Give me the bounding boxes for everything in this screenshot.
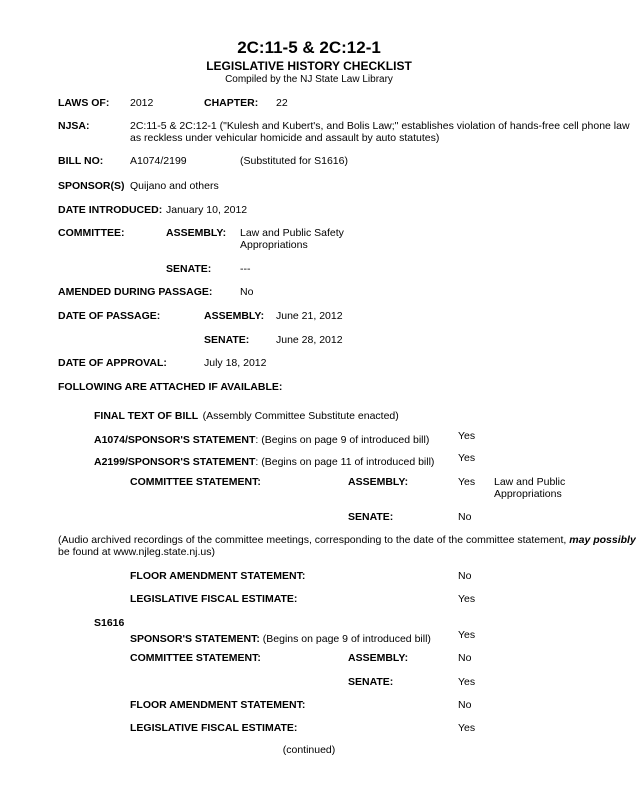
s1616-committee-label: COMMITTEE STATEMENT: xyxy=(130,652,261,664)
a1074-statement-label: A1074/SPONSOR'S STATEMENT xyxy=(94,434,256,446)
bill-no-value: A1074/2199 xyxy=(130,155,187,167)
s1616-label: S1616 xyxy=(94,617,125,629)
s1616-fiscal-value: Yes xyxy=(458,722,476,734)
s1616-sponsor-label: SPONSOR'S STATEMENT: xyxy=(130,633,260,645)
s1616-senate-label: SENATE: xyxy=(348,676,394,688)
passage-assembly-value: June 21, 2012 xyxy=(276,310,343,322)
a1074-statement-value: Yes xyxy=(458,430,476,442)
a-committee-assembly-note1: Law and Public xyxy=(494,476,566,488)
a-floor-amendment-value: No xyxy=(458,570,472,582)
final-text-note: (Assembly Committee Substitute enacted) xyxy=(202,410,399,422)
final-text-label: FINAL TEXT OF BILL xyxy=(94,410,199,422)
audio-note-emphasis: may possibly xyxy=(569,534,636,546)
a-committee-senate-value: No xyxy=(458,511,472,523)
a1074-statement-note: : (Begins on page 9 of introduced bill) xyxy=(255,434,430,446)
committee-assembly-label: ASSEMBLY: xyxy=(166,227,227,239)
passage-senate-value: June 28, 2012 xyxy=(276,334,343,346)
audio-note-line1 xyxy=(58,534,636,546)
committee-senate-value: --- xyxy=(240,263,251,275)
a2199-statement-row xyxy=(94,452,434,470)
njsa-label: NJSA: xyxy=(58,120,90,132)
date-introduced-label: DATE INTRODUCED: xyxy=(58,204,163,216)
s1616-floor-value: No xyxy=(458,699,472,711)
s1616-sponsor-value: Yes xyxy=(458,629,476,641)
date-of-passage-label: DATE OF PASSAGE: xyxy=(58,310,161,322)
amended-label: AMENDED DURING PASSAGE: xyxy=(58,286,213,298)
a-fiscal-label: LEGISLATIVE FISCAL ESTIMATE: xyxy=(130,593,298,605)
a2199-statement-note: : (Begins on page 11 of introduced bill) xyxy=(255,456,435,468)
s1616-assembly-value: No xyxy=(458,652,472,664)
a-committee-label: COMMITTEE STATEMENT: xyxy=(130,476,261,488)
njsa-line2: as reckless under vehicular homicide and assault by auto statutes) xyxy=(130,132,440,144)
a2199-statement-label: A2199/SPONSOR'S STATEMENT xyxy=(94,456,256,468)
date-introduced-value: January 10, 2012 xyxy=(166,204,248,216)
committee-senate-label: SENATE: xyxy=(166,263,212,275)
a-fiscal-value: Yes xyxy=(458,593,476,605)
a2199-statement-value: Yes xyxy=(458,452,476,464)
bill-no-label: BILL NO: xyxy=(58,155,104,167)
bill-no-note: (Substituted for S1616) xyxy=(240,155,348,167)
committee-assembly-line2: Appropriations xyxy=(240,239,308,251)
committee-label: COMMITTEE: xyxy=(58,227,125,239)
a-committee-assembly-label: ASSEMBLY: xyxy=(348,476,409,488)
passage-senate-label: SENATE: xyxy=(204,334,250,346)
s1616-fiscal-label: LEGISLATIVE FISCAL ESTIMATE: xyxy=(130,722,298,734)
following-heading: FOLLOWING ARE ATTACHED IF AVAILABLE: xyxy=(58,381,283,393)
sponsors-label: SPONSOR(S) xyxy=(58,180,125,192)
continued-note: (continued) xyxy=(282,744,336,756)
document-title: 2C:11-5 & 2C:12-1 xyxy=(237,38,381,57)
committee-assembly-line1: Law and Public Safety xyxy=(240,227,344,239)
amended-value: No xyxy=(240,286,254,298)
s1616-assembly-label: ASSEMBLY: xyxy=(348,652,409,664)
s1616-floor-label: FLOOR AMENDMENT STATEMENT: xyxy=(130,699,306,711)
date-of-approval-value: July 18, 2012 xyxy=(204,357,267,369)
chapter-value: 22 xyxy=(276,97,288,109)
laws-of-label: LAWS OF: xyxy=(58,97,110,109)
chapter-label: CHAPTER: xyxy=(204,97,259,109)
sponsors-value: Quijano and others xyxy=(130,180,219,192)
audio-note-line2: be found at www.njleg.state.nj.us) xyxy=(58,546,216,558)
compiled-by: Compiled by the NJ State Law Library xyxy=(225,74,393,85)
audio-note-text: (Audio archived recordings of the committee meetings, corresponding to the date of the committee statement, xyxy=(58,534,570,546)
a-committee-senate-label: SENATE: xyxy=(348,511,394,523)
s1616-sponsor-row xyxy=(130,629,431,647)
s1616-sponsor-note: (Begins on page 9 of introduced bill) xyxy=(259,633,431,645)
a-committee-assembly-value: Yes xyxy=(458,476,476,488)
s1616-senate-value: Yes xyxy=(458,676,476,688)
laws-of-value: 2012 xyxy=(130,97,154,109)
a-floor-amendment-label: FLOOR AMENDMENT STATEMENT: xyxy=(130,570,306,582)
a1074-statement-row xyxy=(94,430,429,448)
passage-assembly-label: ASSEMBLY: xyxy=(204,310,265,322)
document-subtitle: LEGISLATIVE HISTORY CHECKLIST xyxy=(206,59,412,73)
final-text-row xyxy=(94,406,399,424)
njsa-line1: 2C:11-5 & 2C:12-1 ("Kulesh and Kubert's, and Bolis Law;" establishes violation of hands-free cell phone law xyxy=(130,120,630,132)
a-committee-assembly-note2: Appropriations xyxy=(494,488,562,500)
date-of-approval-label: DATE OF APPROVAL: xyxy=(58,357,167,369)
